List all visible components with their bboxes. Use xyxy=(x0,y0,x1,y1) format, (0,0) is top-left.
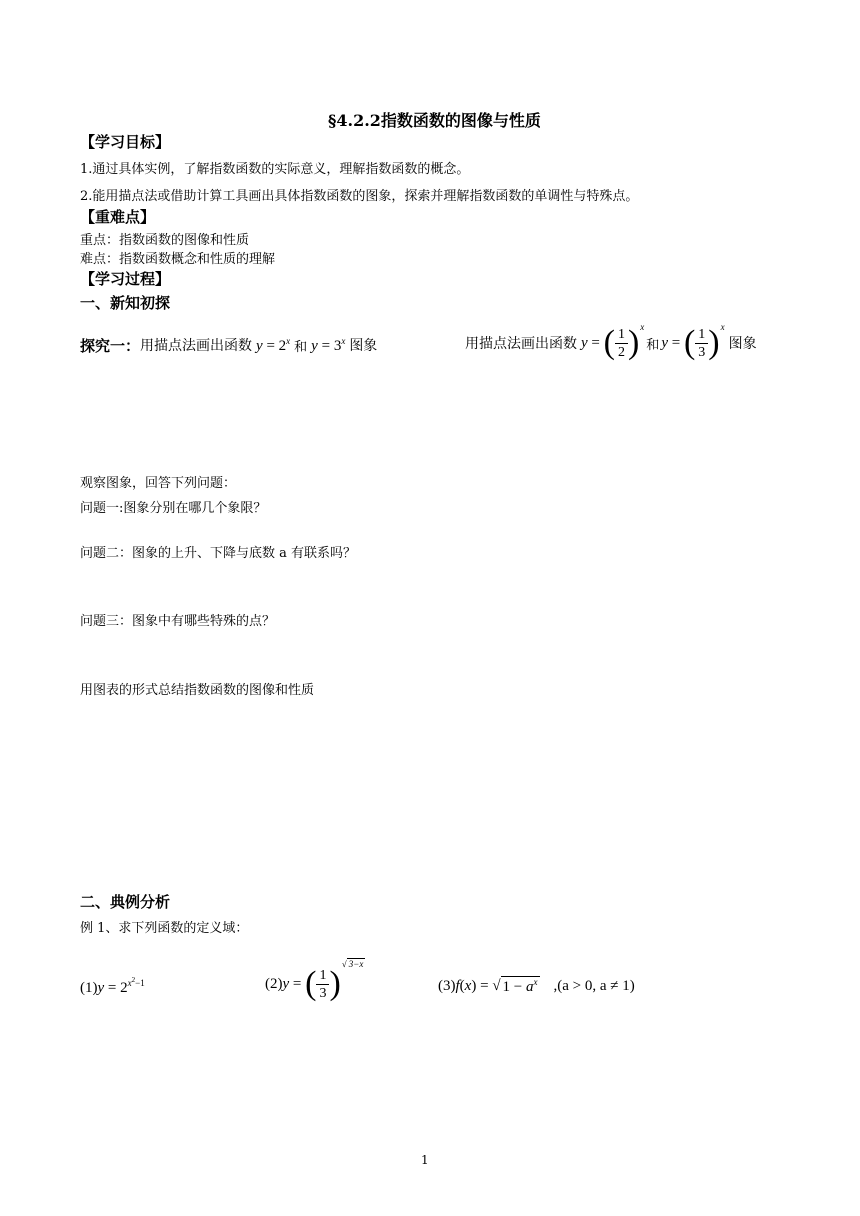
observe-text: 观察图象，回答下列问题： xyxy=(80,476,237,491)
example-formula-2: (2) y = ( $\frac{1}{3}$ ) √ 3−x xyxy=(265,959,364,1002)
explore-text-a: 用描点法画出函数 xyxy=(140,338,253,354)
conditions-text: ,(a > 0, a ≠ 1) xyxy=(553,977,635,994)
process-heading: 【学习过程】 xyxy=(80,270,171,288)
formula-2x: y = 2$^x$ xyxy=(256,335,291,354)
explore-label: 探究一： xyxy=(80,336,141,355)
question-two: 问题二：图象的上升、下降与底数 a 有联系吗？ xyxy=(80,546,357,561)
section2-heading: 二、典例分析 xyxy=(80,893,171,911)
example-formula-1: $(1)y = 2^{x^2-1}$ xyxy=(80,976,145,996)
difficulty-text: 难点：指数函数概念和性质的理解 xyxy=(80,252,276,267)
goal-item-1: 1.通过具体实例，了解指数函数的实际意义，理解指数函数的概念。 xyxy=(80,162,470,177)
explore-text-b: 用描点法画出函数 xyxy=(465,336,577,352)
page-title: §4.2.2指数函数的图像与性质 xyxy=(328,111,541,130)
summary-text: 用图表的形式总结指数函数的图像和性质 xyxy=(80,683,315,698)
and-text-a: 和 xyxy=(294,339,308,355)
goal-item-2: 2.能用描点法或借助计算工具画出具体指数函数的图象，探索并理解指数函数的单调性与特殊点。 xyxy=(80,189,639,204)
key-points-heading: 【重难点】 xyxy=(80,208,156,226)
example-formula-3: (3) f ( x ) = √ $1 - a^x$ ,(a > 0, a ≠ 1) xyxy=(438,977,635,995)
and-text-b: 和 xyxy=(646,337,660,353)
graph-text-b: 图象 xyxy=(728,336,757,352)
formula-half-x: y = ( $\frac{1}{2}$ ) x xyxy=(581,322,645,361)
question-one: 问题一:图象分别在哪几个象限？ xyxy=(80,501,267,516)
question-three: 问题三：图象中有哪些特殊的点？ xyxy=(80,614,276,629)
goals-heading: 【学习目标】 xyxy=(80,133,171,151)
example1-text: 例 1、求下列函数的定义域： xyxy=(80,921,249,936)
page-number: 1 xyxy=(421,1153,429,1167)
explore-one-line xyxy=(80,325,377,365)
explore-two-line xyxy=(465,317,757,369)
section1-heading: 一、新知初探 xyxy=(80,294,171,312)
formula-3x: y = 3$^x$ xyxy=(311,335,346,354)
focus-text: 重点：指数函数的图像和性质 xyxy=(80,233,250,248)
graph-text-a: 图象 xyxy=(349,338,378,354)
formula-third-x: y = ( $\frac{1}{3}$ ) x xyxy=(661,322,725,361)
